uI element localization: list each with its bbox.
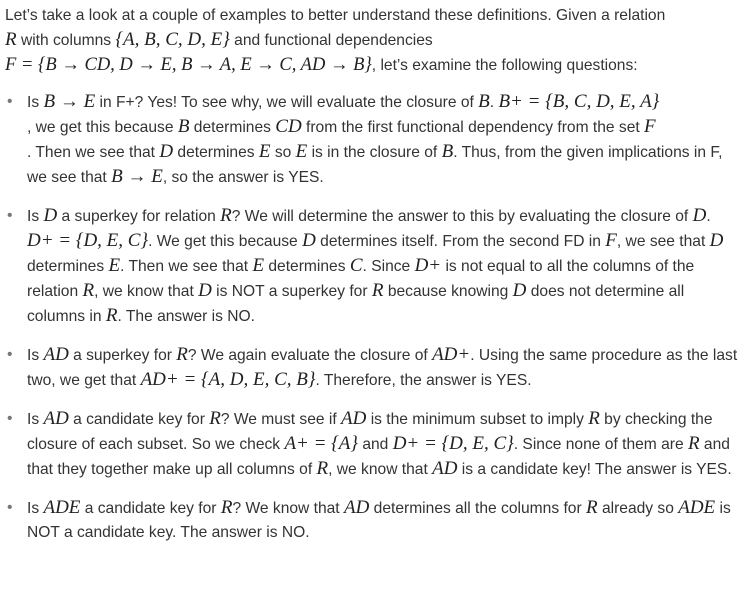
math: R xyxy=(5,29,17,50)
text: from the first functional dependency from the set xyxy=(301,119,645,136)
math: ADE xyxy=(43,497,81,518)
math: R xyxy=(316,458,329,479)
math: R xyxy=(105,305,118,326)
math: AD xyxy=(341,408,367,429)
text: . Therefore, the answer is YES. xyxy=(315,372,532,389)
math: E xyxy=(258,141,271,162)
math: R xyxy=(220,205,232,226)
text: . xyxy=(706,208,711,225)
math: B xyxy=(177,116,190,137)
list-item-q2 xyxy=(5,204,740,329)
math: D+ = {D, E, C} xyxy=(392,433,514,454)
text: ? We will determine the answer to this by evaluating the closure of xyxy=(231,208,693,225)
math: D+ = {D, E, C} xyxy=(27,230,149,251)
intro-paragraph xyxy=(5,4,740,78)
intro-text: and functional dependencies xyxy=(229,32,433,49)
math: B xyxy=(478,91,490,112)
math: D xyxy=(302,230,316,251)
text: a candidate key for xyxy=(80,500,221,517)
intro-text: with columns xyxy=(16,32,116,49)
text: is in the closure of xyxy=(307,144,442,161)
text: , we see that xyxy=(616,233,710,250)
math: AD+ xyxy=(432,344,471,365)
text: Is xyxy=(27,411,44,428)
text: Is xyxy=(27,500,44,517)
bullet: • xyxy=(7,346,13,363)
text: is NOT a superkey for xyxy=(211,283,372,300)
text: a superkey for xyxy=(68,347,177,364)
math: R xyxy=(586,497,598,518)
text: determines xyxy=(264,258,350,275)
math: C xyxy=(349,255,363,276)
math: R xyxy=(82,280,95,301)
text: is the minimum subset to imply xyxy=(366,411,589,428)
text: determines xyxy=(27,258,109,275)
text: by checking the closure of each subset. So we check xyxy=(27,411,713,453)
math: CD xyxy=(275,116,302,137)
math: R xyxy=(220,497,233,518)
math: AD xyxy=(432,458,458,479)
math: A+ = {A} xyxy=(284,433,358,454)
math: D xyxy=(709,230,724,251)
math: D xyxy=(692,205,707,226)
text: . Thus, from the given implications in F, we see that xyxy=(27,144,723,186)
list-item-q3 xyxy=(5,343,740,393)
bullet: • xyxy=(7,207,13,224)
text: a candidate key for xyxy=(68,411,210,428)
list-item-q1 xyxy=(5,90,740,190)
text: determines all the columns for xyxy=(369,500,586,517)
text: Is xyxy=(27,347,44,364)
text: Is xyxy=(27,208,44,225)
bullet: • xyxy=(7,410,13,427)
math: D xyxy=(43,205,58,226)
math: E xyxy=(252,255,265,276)
text: . We get this because xyxy=(148,233,303,250)
text: . Since none of them are xyxy=(513,436,688,453)
math: D xyxy=(159,141,174,162)
list-item-q5 xyxy=(5,496,740,545)
math: ADE xyxy=(678,497,716,518)
math: R xyxy=(176,344,188,365)
bullet: • xyxy=(7,93,13,110)
text: already so xyxy=(597,500,679,517)
text: and that they together make up all columns of xyxy=(27,436,730,478)
math: D xyxy=(198,280,212,301)
math: B → E xyxy=(43,91,96,112)
text: is NOT a candidate key. The answer is NO. xyxy=(27,500,731,541)
math: AD xyxy=(43,344,69,365)
math: R xyxy=(687,433,700,454)
text: . Since xyxy=(362,258,415,275)
text: . Then we see that xyxy=(27,144,160,161)
text: determines itself. From the second FD in xyxy=(315,233,606,250)
math: AD xyxy=(343,497,370,518)
text: . Then we see that xyxy=(120,258,253,275)
list-item-q4 xyxy=(5,407,740,482)
text: does not determine all columns in xyxy=(27,283,685,325)
math: E xyxy=(295,141,308,162)
text: and xyxy=(358,436,393,453)
text: because knowing xyxy=(383,283,513,300)
bullet: • xyxy=(7,499,13,516)
text: ? We know that xyxy=(232,500,344,517)
text: , we know that xyxy=(328,461,433,478)
text: so xyxy=(270,144,296,161)
text: , we get this because xyxy=(27,119,178,136)
text: a superkey for relation xyxy=(57,208,221,225)
text: . Using the same procedure as the last two, we get that xyxy=(27,347,738,389)
math: R xyxy=(371,280,384,301)
math: R xyxy=(209,408,221,429)
text: in F+? Yes! To see why, we will evaluate the closure of xyxy=(95,94,479,111)
math: AD xyxy=(43,408,69,429)
text: is a candidate key! The answer is YES. xyxy=(457,461,732,478)
text: ? We must see if xyxy=(220,411,342,428)
text: ? We again evaluate the closure of xyxy=(187,347,433,364)
math: B+ = {B, C, D, E, A} xyxy=(498,91,660,112)
text: determines xyxy=(173,144,259,161)
math: {A, B, C, D, E} xyxy=(115,29,230,50)
math: D+ xyxy=(414,255,442,276)
math: B → E xyxy=(111,166,163,187)
text: Is xyxy=(27,94,44,111)
fd-set: F = {B → CD, D → E, B → A, E → C, AD → B} xyxy=(5,55,372,75)
text: , so the answer is YES. xyxy=(162,169,324,186)
math: D xyxy=(512,280,527,301)
math: F xyxy=(605,230,617,251)
text: is not equal to all the columns of the relation xyxy=(27,258,695,300)
intro-text: , let’s examine the following questions: xyxy=(371,57,638,74)
math: R xyxy=(588,408,600,429)
text: determines xyxy=(189,119,276,136)
text: . xyxy=(489,94,499,111)
text: , we know that xyxy=(94,283,199,300)
math: AD+ = {A, D, E, C, B} xyxy=(140,369,316,390)
intro-text: Let’s take a look at a couple of examples to better understand these definitions. Given a relation xyxy=(5,7,666,24)
question-list xyxy=(5,90,740,545)
math: B xyxy=(441,141,454,162)
math: F xyxy=(644,116,656,137)
math: E xyxy=(108,255,121,276)
text: . The answer is NO. xyxy=(117,308,255,325)
